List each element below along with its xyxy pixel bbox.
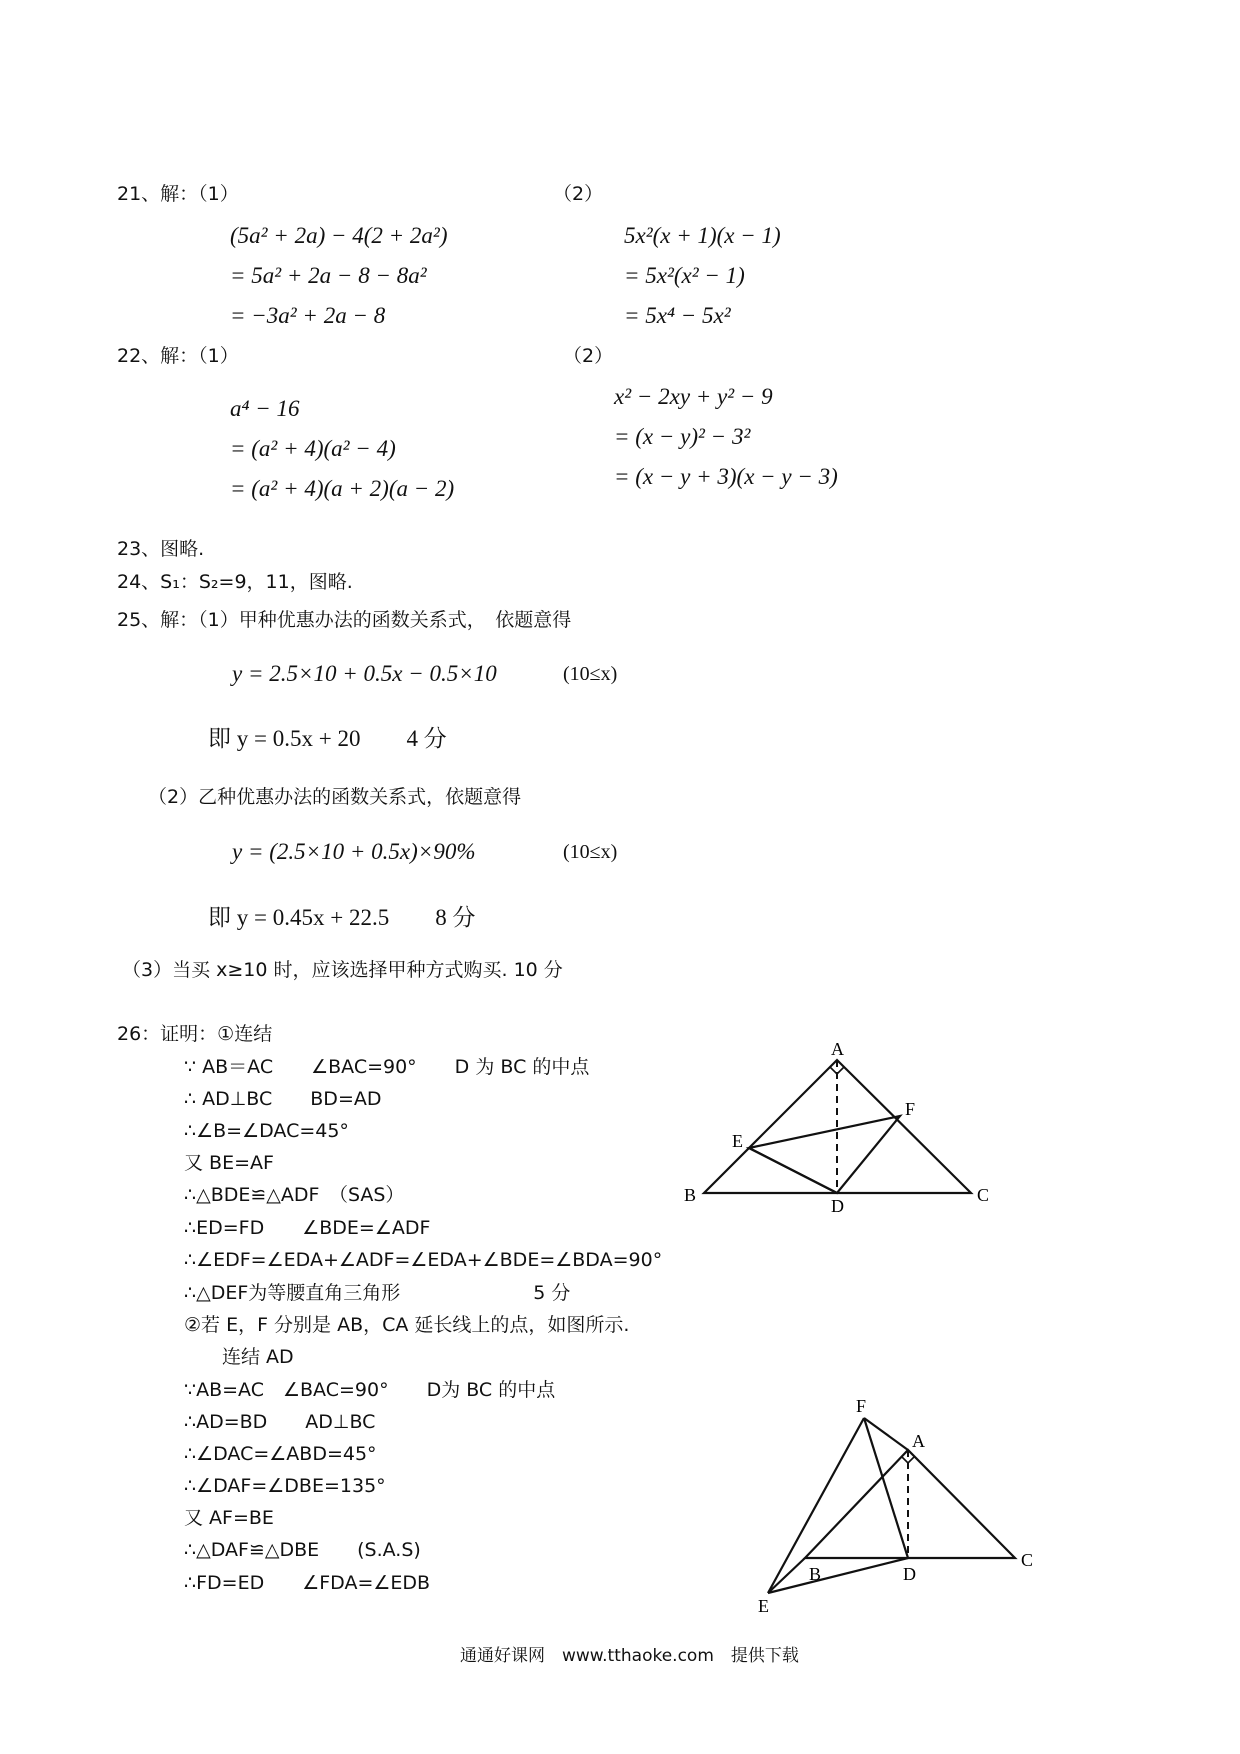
q26-line-9: ②若 E，F 分别是 AB，CA 延长线上的点，如图所示. bbox=[184, 1314, 630, 1336]
triangle-figure-1 bbox=[680, 1035, 1000, 1215]
fig1-label-f: F bbox=[905, 1099, 916, 1119]
q26-line-7: ∴∠EDF=∠EDA+∠ADF=∠EDA+∠BDE=∠BDA=90° bbox=[184, 1249, 663, 1271]
q24-text: 24、S₁：S₂=9，11，图略. bbox=[117, 571, 353, 593]
q25-line2: （2）乙种优惠办法的函数关系式，依题意得 bbox=[148, 786, 522, 808]
fig1-label-e: E bbox=[732, 1131, 743, 1151]
q26-line-15: 又 AF=BE bbox=[184, 1507, 274, 1529]
q26-line-17: ∴FD=ED ∠FDA=∠EDB bbox=[184, 1572, 431, 1594]
fig2-label-b: B bbox=[809, 1564, 822, 1584]
q25-line1: 25、解：（1）甲种优惠办法的函数关系式， 依题意得 bbox=[117, 609, 572, 631]
q21-part2-label: （2） bbox=[553, 183, 604, 205]
q21-b-line1: 5x²(x + 1)(x − 1) bbox=[624, 223, 781, 248]
q22-b-line3: = (x − y + 3)(x − y − 3) bbox=[614, 464, 838, 489]
q26-line-13: ∴∠DAC=∠ABD=45° bbox=[184, 1443, 377, 1465]
q21-label: 21、解：（1） bbox=[117, 183, 239, 205]
fig2-label-f: F bbox=[856, 1396, 867, 1416]
fig1-label-b: B bbox=[684, 1185, 697, 1205]
q26-line-11: ∵AB=AC ∠BAC=90° D为 BC 的中点 bbox=[184, 1379, 556, 1401]
q25-formula2: y = (2.5×10 + 0.5x)×90% bbox=[232, 839, 476, 864]
q23-text: 23、图略. bbox=[117, 538, 205, 560]
q22-b-line1: x² − 2xy + y² − 9 bbox=[614, 384, 773, 409]
q26-line-4: 又 BE=AF bbox=[184, 1152, 274, 1174]
q25-condition2: (10≤x) bbox=[563, 841, 618, 863]
fig1-label-c: C bbox=[977, 1185, 990, 1205]
q26-line-14: ∴∠DAF=∠DBE=135° bbox=[184, 1475, 386, 1497]
q22-a-line2: = (a² + 4)(a² − 4) bbox=[230, 436, 396, 461]
q25-result1: 即 y = 0.5x + 20 4 分 bbox=[208, 726, 447, 751]
q26-line-3: ∴∠B=∠DAC=45° bbox=[184, 1120, 349, 1142]
q25-line3: （3）当买 x≥10 时，应该选择甲种方式购买. 10 分 bbox=[122, 959, 563, 981]
q22-b-line2: = (x − y)² − 3² bbox=[614, 424, 751, 449]
fig2-label-a: A bbox=[912, 1431, 925, 1451]
q21-b-line2: = 5x²(x² − 1) bbox=[624, 263, 745, 288]
q21-b-line3: = 5x⁴ − 5x² bbox=[624, 303, 731, 328]
triangle-figure-2 bbox=[740, 1390, 1060, 1615]
q25-formula1: y = 2.5×10 + 0.5x − 0.5×10 bbox=[232, 661, 497, 686]
q25-result2: 即 y = 0.45x + 22.5 8 分 bbox=[208, 905, 476, 930]
q22-a-line3: = (a² + 4)(a + 2)(a − 2) bbox=[230, 476, 455, 501]
q22-label: 22、解：（1） bbox=[117, 345, 239, 367]
q21-a-line2: = 5a² + 2a − 8 − 8a² bbox=[230, 263, 427, 288]
q22-part2-label: （2） bbox=[563, 345, 614, 367]
q25-condition1: (10≤x) bbox=[563, 663, 618, 685]
fig2-label-e: E bbox=[758, 1596, 769, 1615]
q26-line-2: ∴ AD⊥BC BD=AD bbox=[184, 1088, 382, 1110]
q26-line-10: 连结 AD bbox=[184, 1346, 294, 1368]
fig1-label-d: D bbox=[831, 1196, 844, 1215]
q26-line-1: ∵ AB＝AC ∠BAC=90° D 为 BC 的中点 bbox=[184, 1056, 590, 1078]
fig2-label-c: C bbox=[1021, 1550, 1034, 1570]
fig1-label-a: A bbox=[831, 1039, 844, 1059]
footer-text: 通通好课网 www.tthaoke.com 提供下载 bbox=[460, 1646, 799, 1666]
q26-line-12: ∴AD=BD AD⊥BC bbox=[184, 1411, 376, 1433]
q26-line-8: ∴△DEF为等腰直角三角形 5 分 bbox=[184, 1282, 571, 1304]
q21-a-line3: = −3a² + 2a − 8 bbox=[230, 303, 386, 328]
q22-a-line1: a⁴ − 16 bbox=[230, 396, 300, 421]
fig2-label-d: D bbox=[903, 1564, 916, 1584]
q26-line-16: ∴△DAF≌△DBE (S.A.S) bbox=[184, 1539, 421, 1561]
q26-line-5: ∴△BDE≌△ADF （SAS） bbox=[184, 1184, 405, 1206]
q21-a-line1: (5a² + 2a) − 4(2 + 2a²) bbox=[230, 223, 448, 248]
q26-line-6: ∴ED=FD ∠BDE=∠ADF bbox=[184, 1217, 431, 1239]
q26-line-0: 26：证明：①连结 bbox=[117, 1023, 273, 1045]
